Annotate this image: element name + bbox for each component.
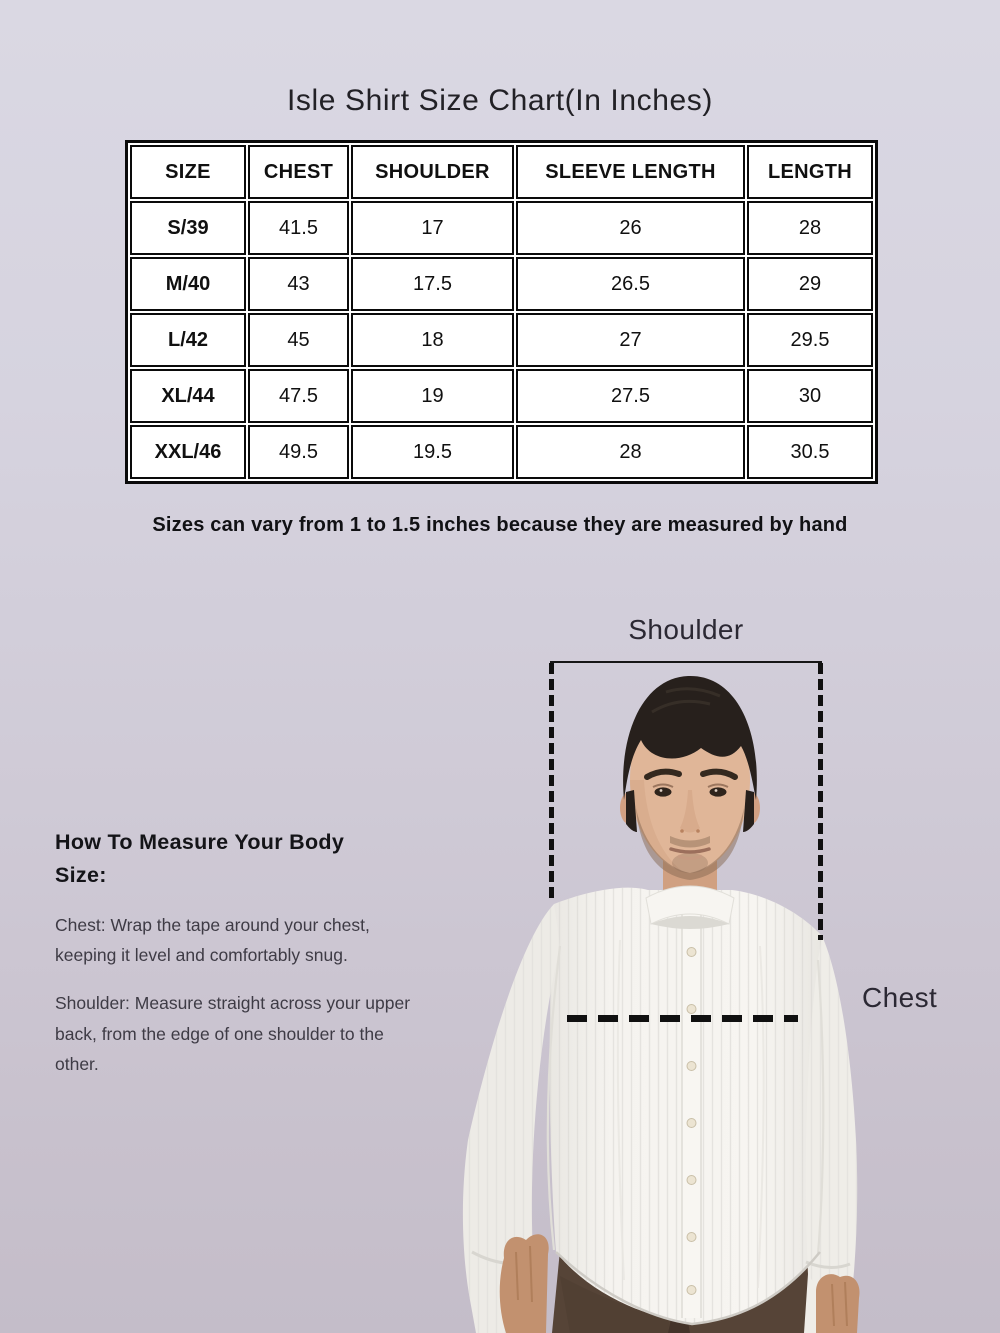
chest-instruction: Chest: Wrap the tape around your chest, keeping it level and comfortably snug. [55,914,370,966]
chest-cell: 41.5 [248,201,349,255]
table-row-s39 [130,201,873,255]
shoulder-dash-left [549,663,554,901]
chest-cell: 43 [248,257,349,311]
size-cell: L/42 [130,313,246,367]
col-header-length: LENGTH [747,145,873,199]
shoulder-cell: 18 [351,313,514,367]
shoulder-dash-right [818,663,823,940]
table-row-m40 [130,257,873,311]
table-header-row [130,145,873,199]
length-cell: 30 [747,369,873,423]
table-row-l42 [130,313,873,367]
shoulder-label: Shoulder [628,614,744,645]
shoulder-cell: 19.5 [351,425,514,479]
table-row-xl44 [130,369,873,423]
length-cell: 29.5 [747,313,873,367]
shoulder-bracket-top-line [550,661,822,663]
size-cell: S/39 [130,201,246,255]
shoulder-cell: 19 [351,369,514,423]
sleeve-cell: 27.5 [516,369,745,423]
head [620,676,760,880]
col-header-size: SIZE [130,145,246,199]
col-header-sleeve-length: SLEEVE LENGTH [516,145,745,199]
shoulder-cell: 17 [351,201,514,255]
button-placket [682,892,701,1318]
shoulder-instruction: Shoulder: Measure straight across your upper back, from the edge of one shoulder to the other. [55,992,411,1075]
length-cell: 28 [747,201,873,255]
chest-cell: 45 [248,313,349,367]
measure-guide-heading: How To Measure Your Body Size: [55,830,345,888]
sleeve-cell: 26 [516,201,745,255]
col-header-chest: CHEST [248,145,349,199]
chest-cell: 49.5 [248,425,349,479]
page-title: Isle Shirt Size Chart(In Inches) [286,84,714,117]
size-cell: XL/44 [130,369,246,423]
length-cell: 30.5 [747,425,873,479]
size-cell: M/40 [130,257,246,311]
length-cell: 29 [747,257,873,311]
chest-label: Chest [862,982,938,1013]
col-header-shoulder: SHOULDER [351,145,514,199]
sleeve-cell: 26.5 [516,257,745,311]
table-row-xxl46 [130,425,873,479]
chest-dash-line [567,1015,798,1022]
shoulder-cell: 17.5 [351,257,514,311]
sleeve-cell: 27 [516,313,745,367]
sleeve-cell: 28 [516,425,745,479]
size-chart-table-wrapper [125,140,878,484]
band-collar [646,886,734,929]
hand-measured-note: Sizes can vary from 1 to 1.5 inches because they are measured by hand [152,514,848,536]
size-cell: XXL/46 [130,425,246,479]
size-chart-table [125,140,878,484]
measure-guide [55,826,440,1080]
chest-cell: 47.5 [248,369,349,423]
